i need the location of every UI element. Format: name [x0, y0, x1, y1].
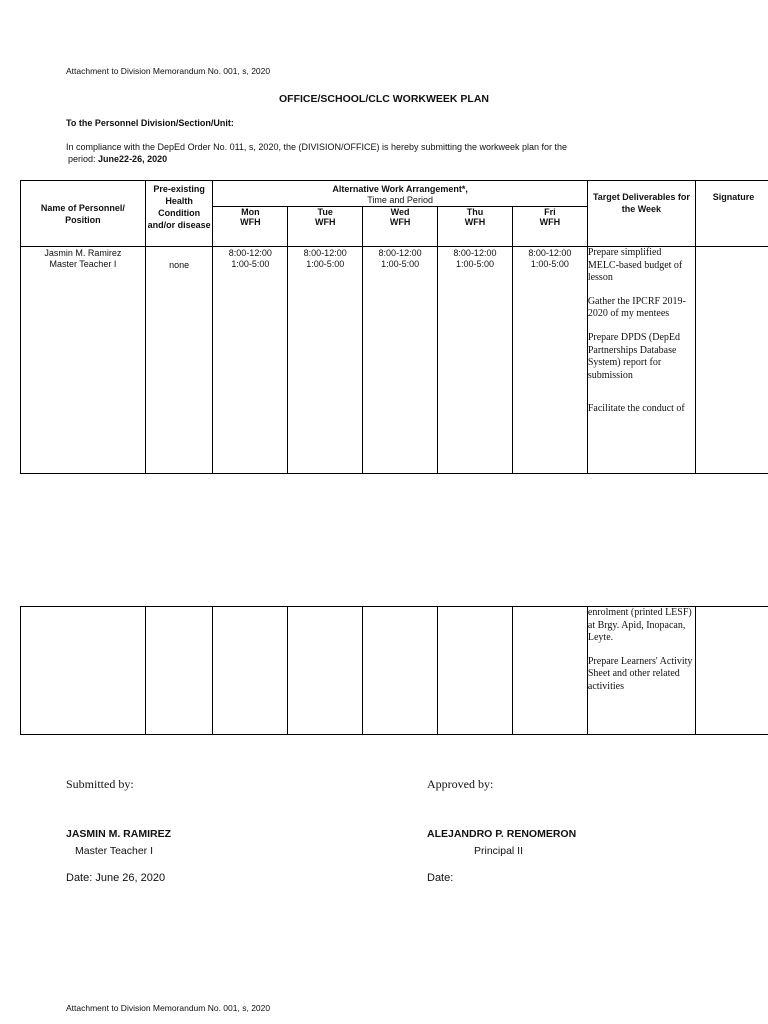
- time-cell-thu: 8:00-12:00 1:00-5:00: [438, 247, 513, 474]
- deliverable-item: Facilitate the conduct of: [587, 403, 685, 415]
- deliverable-item: Gather the IPCRF 2019-2020 of my mentees: [587, 295, 686, 320]
- submitted-by-label: Submitted by:: [66, 777, 134, 791]
- intro-paragraph: [66, 141, 686, 165]
- deliverable-item: enrolment (printed LESF) at Brgy. Apid, Inopacan, Leyte.: [587, 607, 692, 644]
- time-cell-wed: [363, 607, 438, 735]
- day-header-mon: Mon WFH: [213, 207, 288, 247]
- approved-by-label: Approved by:: [427, 777, 494, 791]
- time-cell-tue: 8:00-12:00 1:00-5:00: [288, 247, 363, 474]
- col-header-signature: Signature: [695, 181, 768, 247]
- personnel-position: Master Teacher I: [49, 259, 117, 269]
- col-header-deliverables: Target Deliverables for the Week: [587, 181, 695, 247]
- table-row: [21, 607, 768, 735]
- deliverable-item: Prepare DPDS (DepEd Partnerships Database System) report for submission: [587, 331, 681, 381]
- time-cell-mon: 8:00-12:00 1:00-5:00: [213, 247, 288, 474]
- approved-date: Date:: [427, 872, 454, 884]
- workweek-table-continued: [20, 606, 768, 735]
- footer-attachment-note: Attachment to Division Memorandum No. 001, s, 2020: [66, 1003, 271, 1013]
- time-cell-fri: [512, 607, 587, 735]
- page-title: OFFICE/SCHOOL/CLC WORKWEEK PLAN: [279, 93, 489, 105]
- intro-line: In compliance with the DepEd Order No. 011, s, 2020, the (DIVISION/OFFICE) is hereby submitting the workweek plan for the: [66, 142, 568, 152]
- time-cell-tue: [288, 607, 363, 735]
- approved-name: ALEJANDRO P. RENOMERON: [427, 828, 577, 840]
- day-header-wed: Wed WFH: [363, 207, 438, 247]
- to-line: To the Personnel Division/Section/Unit:: [66, 118, 234, 128]
- personnel-cell: [21, 607, 146, 735]
- signature-cell: [695, 247, 768, 474]
- submitted-name: JASMIN M. RAMIREZ: [66, 828, 171, 840]
- period-line: [66, 153, 686, 165]
- time-cell-thu: [438, 607, 513, 735]
- table-row: [21, 247, 768, 474]
- submitted-date: Date: June 26, 2020: [66, 872, 166, 884]
- time-cell-fri: 8:00-12:00 1:00-5:00: [512, 247, 587, 474]
- deliverable-item: Prepare Learners' Activity Sheet and other related activities: [587, 655, 693, 692]
- health-cell: none: [145, 247, 213, 474]
- col-header-name: Name of Personnel/ Position: [21, 181, 146, 247]
- time-cell-mon: [213, 607, 288, 735]
- submitted-position: Master Teacher I: [75, 845, 154, 857]
- day-header-thu: Thu WFH: [438, 207, 513, 247]
- health-cell: [145, 607, 213, 735]
- workweek-table: [20, 180, 768, 474]
- awa-subtitle: Time and Period: [367, 195, 433, 205]
- period-label: period:: [68, 154, 96, 164]
- signature-cell: [696, 607, 768, 735]
- day-header-fri: Fri WFH: [512, 207, 587, 247]
- time-cell-wed: 8:00-12:00 1:00-5:00: [363, 247, 438, 474]
- deliverable-item: Prepare simplified MELC-based budget of lesson: [587, 247, 683, 284]
- day-header-tue: Tue WFH: [288, 207, 363, 247]
- col-header-health: Pre-existing Health Condition and/or disease: [145, 181, 213, 247]
- col-header-awa: Alternative Work Arrangement*, Time and Period: [213, 181, 587, 207]
- attachment-note: Attachment to Division Memorandum No. 001, s, 2020: [66, 66, 271, 76]
- deliverables-cell: [587, 607, 695, 735]
- period-value: June22-26, 2020: [98, 154, 168, 164]
- personnel-cell: [21, 247, 146, 474]
- approved-position: Principal II: [474, 845, 524, 857]
- personnel-name: Jasmin M. Ramirez: [44, 248, 122, 258]
- deliverables-cell: [587, 247, 695, 474]
